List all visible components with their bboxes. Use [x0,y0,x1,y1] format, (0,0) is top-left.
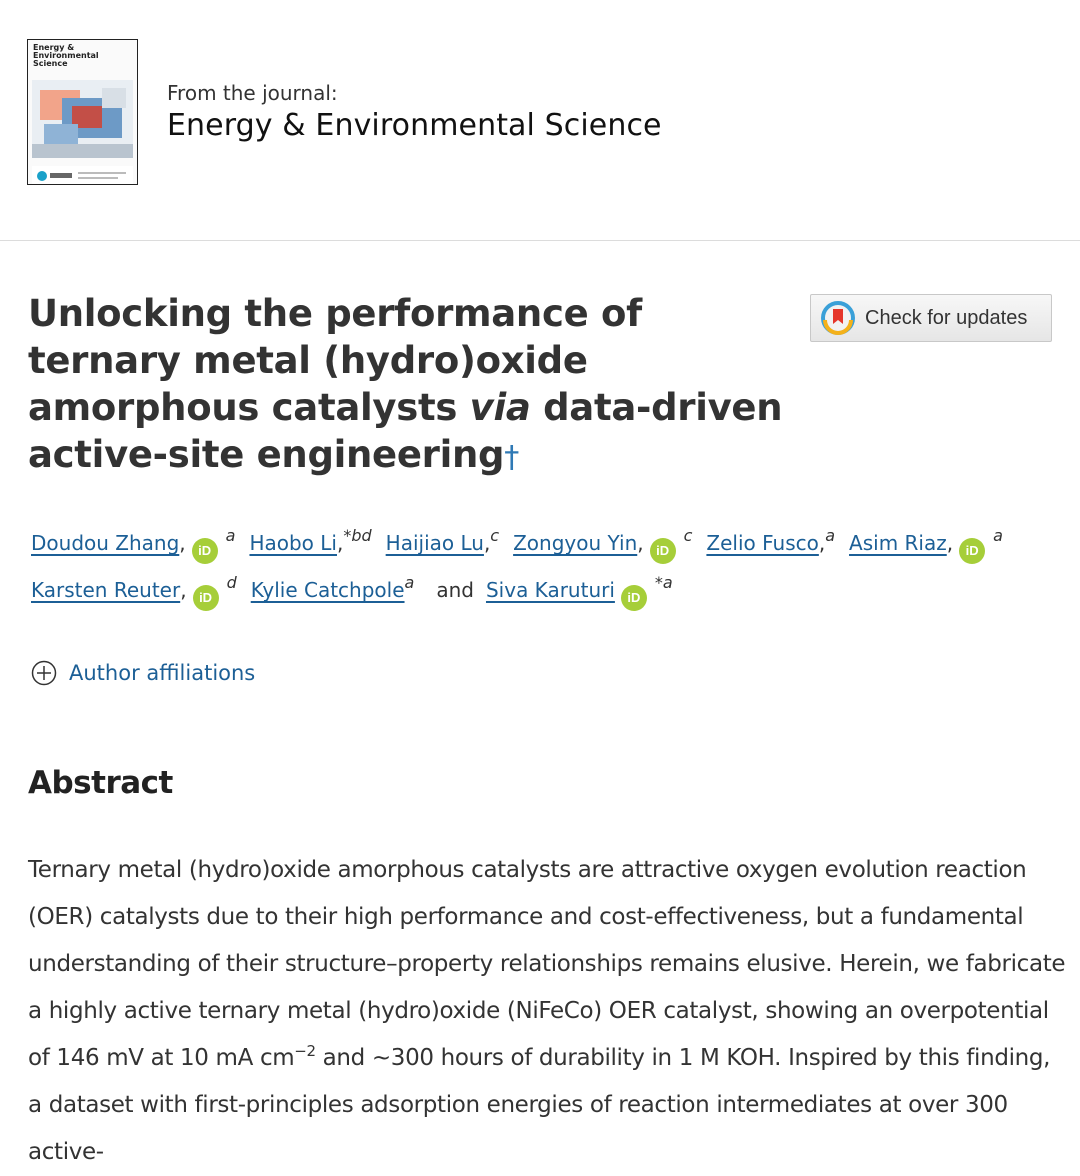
orcid-icon[interactable]: iD [192,538,218,564]
affiliation-superscript: a [225,526,236,545]
article-title [28,290,788,481]
abstract-superscript: −2 [294,1042,316,1060]
author-separator: , [483,531,491,555]
journal-header [0,0,1080,240]
orcid-icon[interactable]: iD [650,538,676,564]
affiliation-superscript: a [825,526,836,545]
abstract-text [28,847,1068,1176]
author-name-link[interactable]: Haijiao Lu [385,531,484,555]
abstract-text-part-2: and ∼300 hours of durability in 1 M KOH. Inspired by this finding, a dataset with first-principles adsorption energies of reaction intermediates at over 300 active- [28,1045,1051,1165]
author-name-link[interactable]: Siva Karuturi [485,578,615,602]
supplementary-dagger-link[interactable]: † [504,440,519,475]
affiliation-superscript: c [683,526,693,545]
author-affiliations-label: Author affiliations [69,661,256,685]
author-separator: , [818,531,826,555]
journal-label: From the journal: [167,81,338,105]
author-list [31,520,1071,614]
journal-cover-image[interactable] [27,39,138,185]
author-entry [385,526,500,555]
author-name-link[interactable]: Doudou Zhang [31,531,180,555]
affiliation-superscript: *bd [343,526,372,545]
author-entry [849,526,1003,558]
header-divider [0,240,1080,241]
author-entry [706,526,836,555]
abstract-heading: Abstract [28,765,173,801]
title-italic-word: via [469,386,531,429]
author-entry [31,526,236,558]
orcid-icon[interactable]: iD [621,585,647,611]
author-entry [249,526,372,555]
author-affiliations-toggle[interactable] [31,660,255,686]
author-conjunction: and [436,578,474,602]
author-name-link[interactable]: Haobo Li [249,531,337,555]
author-name-link[interactable]: Karsten Reuter [31,578,181,602]
crossmark-icon [821,301,855,335]
author-separator: , [946,531,954,555]
affiliation-superscript: a [404,573,415,592]
author-separator: , [179,531,186,555]
author-entry [31,573,237,605]
author-separator: , [180,578,187,602]
author-name-link[interactable]: Zelio Fusco [706,531,819,555]
author-entry [485,573,673,605]
author-name-link[interactable]: Asim Riaz [849,531,947,555]
affiliation-superscript: d [226,573,237,592]
cover-artwork [32,80,133,185]
title-part-2: data-driven active-site engineering [28,386,783,476]
expand-plus-icon [31,660,57,686]
author-name-link[interactable]: Zongyou Yin [513,531,638,555]
check-for-updates-label: Check for updates [865,306,1028,329]
affiliation-superscript: c [490,526,500,545]
check-for-updates-button[interactable] [810,294,1052,342]
author-name-link[interactable]: Kylie Catchpole [250,578,405,602]
author-entry [513,526,693,558]
author-separator: , [637,531,644,555]
author-entry [250,573,415,602]
cover-title: Energy & Environmental Science [33,43,99,68]
title-part-1: Unlocking the performance of ternary metal (hydro)oxide amorphous catalysts [28,292,642,429]
affiliation-superscript: *a [654,573,673,592]
author-separator: , [336,531,344,555]
abstract-text-part-1: Ternary metal (hydro)oxide amorphous catalysts are attractive oxygen evolution reaction (OER) catalysts due to their high performance and cost-effectiveness, but a fundamental understanding of their structure–property relationships remains elusive. Herein, we fabricate a highly active ternary metal (hydro)oxide (NiFeCo) OER catalyst, showing an overpotential of 146 mV at 10 mA cm [28,857,1066,1071]
affiliation-superscript: a [993,526,1003,545]
orcid-icon[interactable]: iD [959,538,985,564]
journal-name[interactable]: Energy & Environmental Science [167,108,662,143]
orcid-icon[interactable]: iD [193,585,219,611]
